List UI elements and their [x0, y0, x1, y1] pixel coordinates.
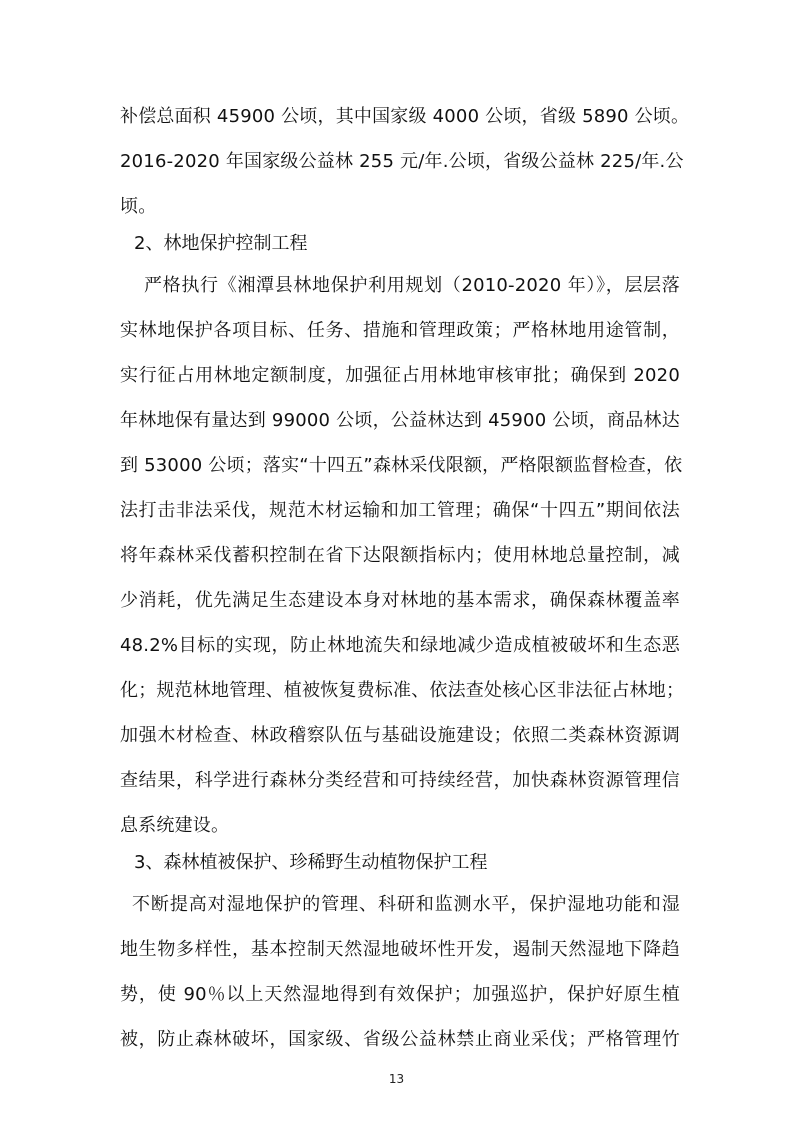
- body-line: 查结果，科学进行森林分类经营和可持续经营，加快森林资源管理信: [120, 770, 680, 791]
- body-line: 息系统建设。: [120, 815, 230, 836]
- body-line: 势，使 90％以上天然湿地得到有效保护；加强巡护，保护好原生植: [120, 984, 680, 1005]
- body-line: 被，防止森林破坏，国家级、省级公益林禁止商业采伐；严格管理竹: [120, 1029, 680, 1050]
- body-line: 顷。: [120, 196, 157, 217]
- section-heading: 3、森林植被保护、珍稀野生动植物保护工程: [134, 852, 488, 873]
- body-line: 化；规范林地管理、植被恢复费标准、依法查处核心区非法征占林地；: [120, 680, 685, 701]
- body-line: 少消耗，优先满足生态建设本身对林地的基本需求，确保森林覆盖率: [120, 590, 680, 611]
- body-line: 将年森林采伐蓄积控制在省下达限额指标内；使用林地总量控制，减: [120, 545, 680, 566]
- body-line: 加强木材检查、林政稽察队伍与基础设施建设；依照二类森林资源调: [120, 725, 680, 746]
- body-line: 法打击非法采伐，规范木材运输和加工管理；确保“十四五”期间依法: [120, 500, 680, 521]
- body-line: 地生物多样性，基本控制天然湿地破坏性开发，遏制天然湿地下降趋: [120, 939, 680, 960]
- body-line: 到 53000 公顷；落实“十四五”森林采伐限额，严格限额监督检查，依: [120, 455, 683, 476]
- body-line: 48.2%目标的实现，防止林地流失和绿地减少造成植被破坏和生态恶: [120, 635, 680, 656]
- page-number: 13: [388, 1072, 405, 1086]
- body-line: 严格执行《湘潭县林地保护利用规划（2010-2020 年）》，层层落: [144, 275, 680, 296]
- body-line: 不断提高对湿地保护的管理、科研和监测水平，保护湿地功能和湿: [132, 894, 680, 915]
- body-line: 2016-2020 年国家级公益林 255 元/年.公顷，省级公益林 225/年.公: [120, 151, 684, 172]
- section-heading: 2、林地保护控制工程: [134, 233, 308, 254]
- body-line: 补偿总面积 45900 公顷，其中国家级 4000 公顷，省级 5890 公顷。: [120, 106, 690, 127]
- body-line: 实林地保护各项目标、任务、措施和管理政策；严格林地用途管制，: [120, 320, 680, 341]
- body-line: 实行征占用林地定额制度，加强征占用林地审核审批；确保到 2020: [120, 365, 680, 386]
- body-line: 年林地保有量达到 99000 公顷，公益林达到 45900 公顷，商品林达: [120, 410, 680, 431]
